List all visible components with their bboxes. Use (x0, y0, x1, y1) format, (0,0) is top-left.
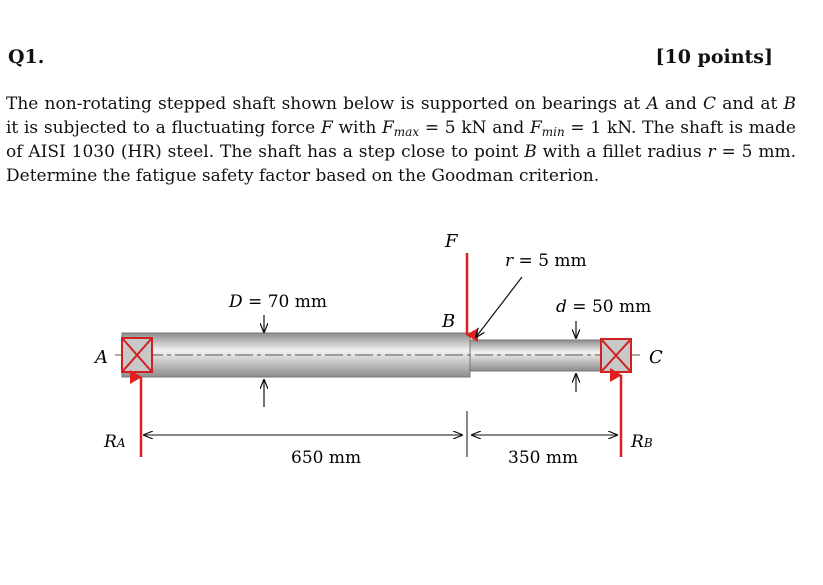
dim-right-label: 350 mm (508, 448, 579, 468)
fillet-pointer (476, 277, 522, 337)
shaft-figure (0, 225, 823, 475)
bearing-a (122, 338, 152, 372)
large-diameter-label: D = 70 mm (229, 292, 327, 312)
dim-left-label: 650 mm (291, 448, 362, 468)
point-c-label: C (649, 347, 663, 368)
small-diameter-label: d = 50 mm (556, 297, 652, 317)
force-f-label: F (445, 231, 458, 252)
question-number: Q1. (8, 46, 45, 68)
point-b-label: B (442, 311, 456, 332)
point-a-label: A (95, 347, 108, 368)
fillet-radius-label: r = 5 mm (505, 251, 587, 271)
problem-statement: The non-rotating stepped shaft shown below is supported on bearings at A and C and at B it is subjected to a fluctuating force F with $F_{max} = 5$ kN and $F_{min} = 1$ kN. The shaft is made of AISI 1030 (HR) steel. The shaft has a step close to point B with a fillet radius r = 5 mm. Determine the fatigue safety factor based on the Goodman criterion. (6, 94, 796, 186)
bearing-c (601, 339, 631, 372)
reaction-b-label: RB (631, 432, 653, 452)
question-points: [10 points] (655, 46, 773, 68)
reaction-a-label: RA (104, 432, 126, 452)
